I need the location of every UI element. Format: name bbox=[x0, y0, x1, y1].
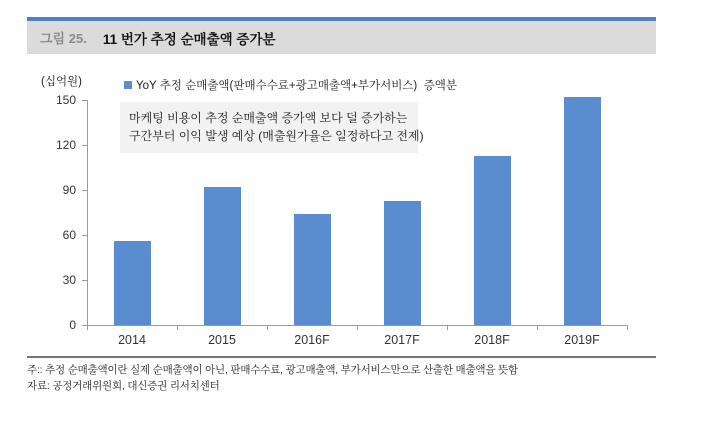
annotation-line-2: 구간부터 이익 발생 예상 (매출원가율은 일정하다고 전제) bbox=[129, 129, 424, 143]
x-axis-label-2015: 2015 bbox=[208, 333, 236, 347]
x-axis-tick bbox=[537, 325, 538, 330]
bar-2017F bbox=[384, 201, 421, 326]
y-axis-unit-label: (십억원) bbox=[41, 76, 82, 88]
y-axis-tick bbox=[82, 100, 87, 101]
footer-source: 자료: 공정거래위원회, 대신증권 리서치센터 bbox=[27, 380, 220, 392]
figure-number-label: 그림 25. bbox=[40, 31, 87, 46]
y-axis-tick bbox=[82, 280, 87, 281]
x-axis-label-2017F: 2017F bbox=[384, 333, 420, 347]
y-axis-tick-label: 60 bbox=[62, 228, 76, 242]
y-axis-tick bbox=[82, 145, 87, 146]
x-axis-tick bbox=[627, 325, 628, 330]
bar-2016F bbox=[294, 214, 331, 325]
footer-note: 주:: 추정 순매출액이란 실제 순매출액이 아닌, 판매수수료, 광고매출액, 부가서비스만으로 산출한 매출액을 뜻함 bbox=[27, 364, 518, 376]
y-axis-tick bbox=[82, 235, 87, 236]
bar-2015 bbox=[204, 187, 241, 325]
x-axis-tick bbox=[87, 325, 88, 330]
y-axis-line bbox=[87, 100, 88, 325]
y-axis-tick-label: 120 bbox=[55, 138, 76, 152]
legend-label: YoY 추정 순매출액(판매수수료+광고매출액+부가서비스) 증액분 bbox=[136, 80, 457, 92]
x-axis-label-2018F: 2018F bbox=[474, 333, 510, 347]
y-axis-tick-label: 150 bbox=[55, 93, 76, 107]
x-axis-label-2019F: 2019F bbox=[564, 333, 600, 347]
annotation-line-1: 마케팅 비용이 추정 순매출액 증가액 보다 덜 증가하는 bbox=[129, 111, 408, 125]
y-axis-tick-label: 0 bbox=[69, 318, 76, 332]
figure-title: 11 번가 추정 순매출액 증가분 bbox=[102, 31, 276, 47]
x-axis-label-2014: 2014 bbox=[118, 333, 146, 347]
y-axis-tick bbox=[82, 190, 87, 191]
y-axis-tick-label: 30 bbox=[62, 273, 76, 287]
x-axis-tick bbox=[357, 325, 358, 330]
y-axis-tick-label: 90 bbox=[62, 183, 76, 197]
bar-2014 bbox=[114, 241, 151, 325]
x-axis-tick bbox=[447, 325, 448, 330]
bar-2019F bbox=[564, 97, 601, 325]
x-axis-label-2016F: 2016F bbox=[294, 333, 330, 347]
x-axis-tick bbox=[177, 325, 178, 330]
bar-2018F bbox=[474, 156, 511, 326]
x-axis-tick bbox=[267, 325, 268, 330]
footer-divider bbox=[27, 356, 656, 358]
